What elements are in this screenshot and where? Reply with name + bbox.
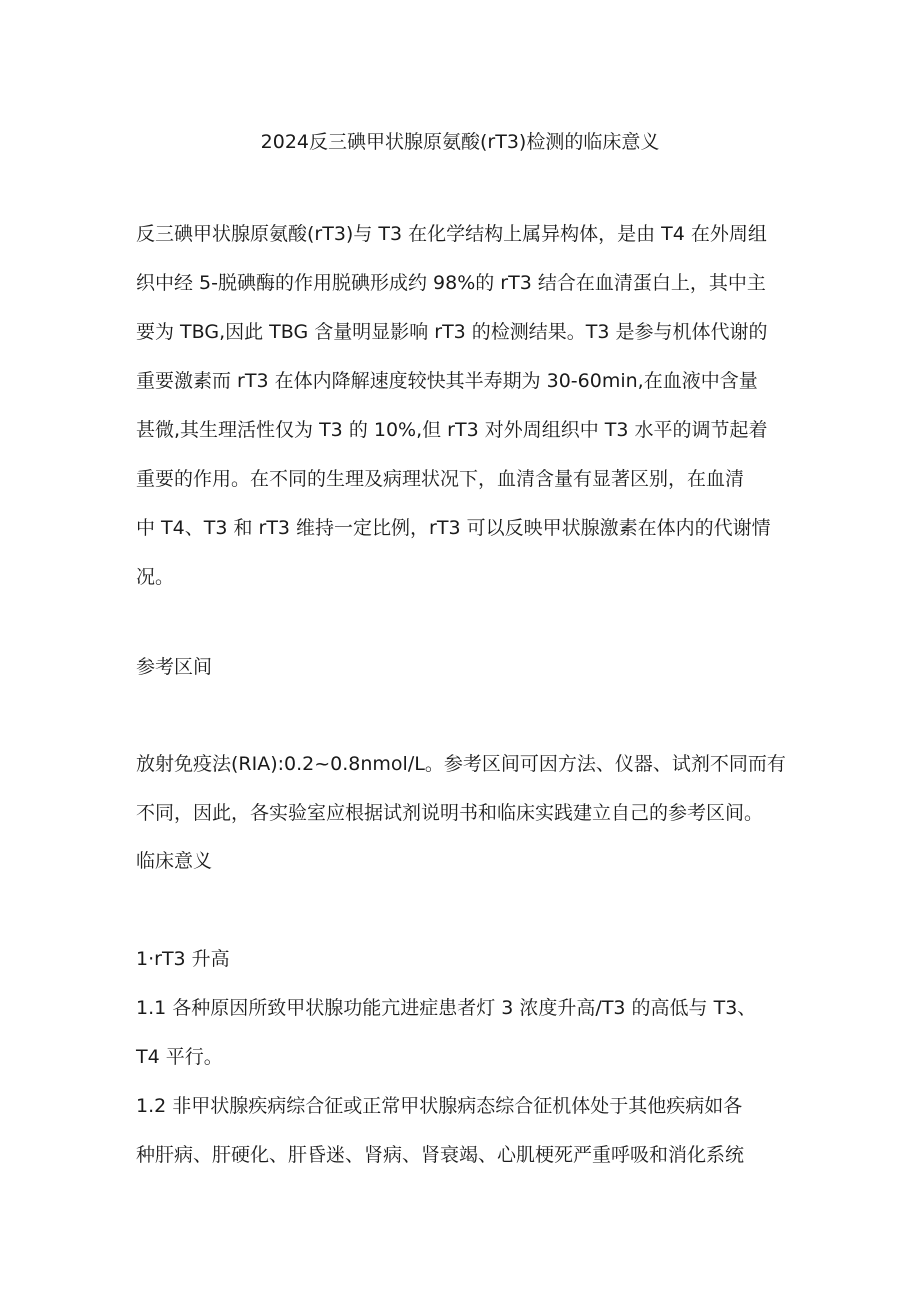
reference-line: 不同，因此，各实验室应根据试剂说明书和临床实践建立自己的参考区间。 [136, 802, 764, 824]
intro-line: 重要的作用。在不同的生理及病理状况下，血清含量有显著区别，在血清 [136, 468, 745, 490]
clinical-list [136, 935, 796, 1180]
intro-line: 要为 TBG,因此 TBG 含量明显影响 rT3 的检测结果。T3 是参与机体代谢的 [136, 321, 768, 343]
clinical-line: 1.1 各种原因所致甲状腺功能亢进症患者灯 3 浓度升高/T3 的高低与 T3、 [136, 997, 757, 1019]
intro-line: 重要激素而 rT3 在体内降解速度较快其半寿期为 30-60min,在血液中含量 [136, 370, 758, 392]
clinical-heading-text: 临床意义 [136, 850, 213, 872]
document-title: 2024反三碘甲状腺原氨酸(rT3)检测的临床意义 [260, 131, 660, 153]
intro-line: 织中经 5-脱碘酶的作用脱碘形成约 98%的 rT3 结合在血清蛋白上，其中主 [136, 272, 766, 294]
clinical-heading [136, 837, 796, 886]
clinical-line: T4 平行。 [136, 1046, 223, 1068]
intro-line: 中 T4、T3 和 rT3 维持一定比例，rT3 可以反映甲状腺激素在体内的代谢情 [136, 517, 771, 539]
intro-line: 反三碘甲状腺原氨酸(rT3)与 T3 在化学结构上属异构体，是由 T4 在外周组 [136, 223, 767, 245]
reference-paragraph [136, 740, 796, 838]
clinical-line: 1.2 非甲状腺疾病综合征或正常甲状腺病态综合征机体处于其他疾病如各 [136, 1095, 743, 1117]
clinical-line: 1·rT3 升高 [136, 948, 230, 970]
reference-line: 放射免疫法(RIA):0.2~0.8nmol∕L。参考区间可因方法、仪器、试剂不同而有 [136, 753, 786, 775]
reference-heading [136, 643, 796, 692]
intro-paragraph [136, 210, 796, 602]
clinical-line: 种肝病、肝硬化、肝昏迷、肾病、肾衰竭、心肌梗死严重呼吸和消化系统 [136, 1144, 745, 1166]
intro-line: 甚微,其生理活性仅为 T3 的 10%,但 rT3 对外周组织中 T3 水平的调节起着 [136, 419, 768, 441]
reference-heading-text: 参考区间 [136, 656, 213, 678]
intro-line: 况。 [136, 566, 175, 588]
